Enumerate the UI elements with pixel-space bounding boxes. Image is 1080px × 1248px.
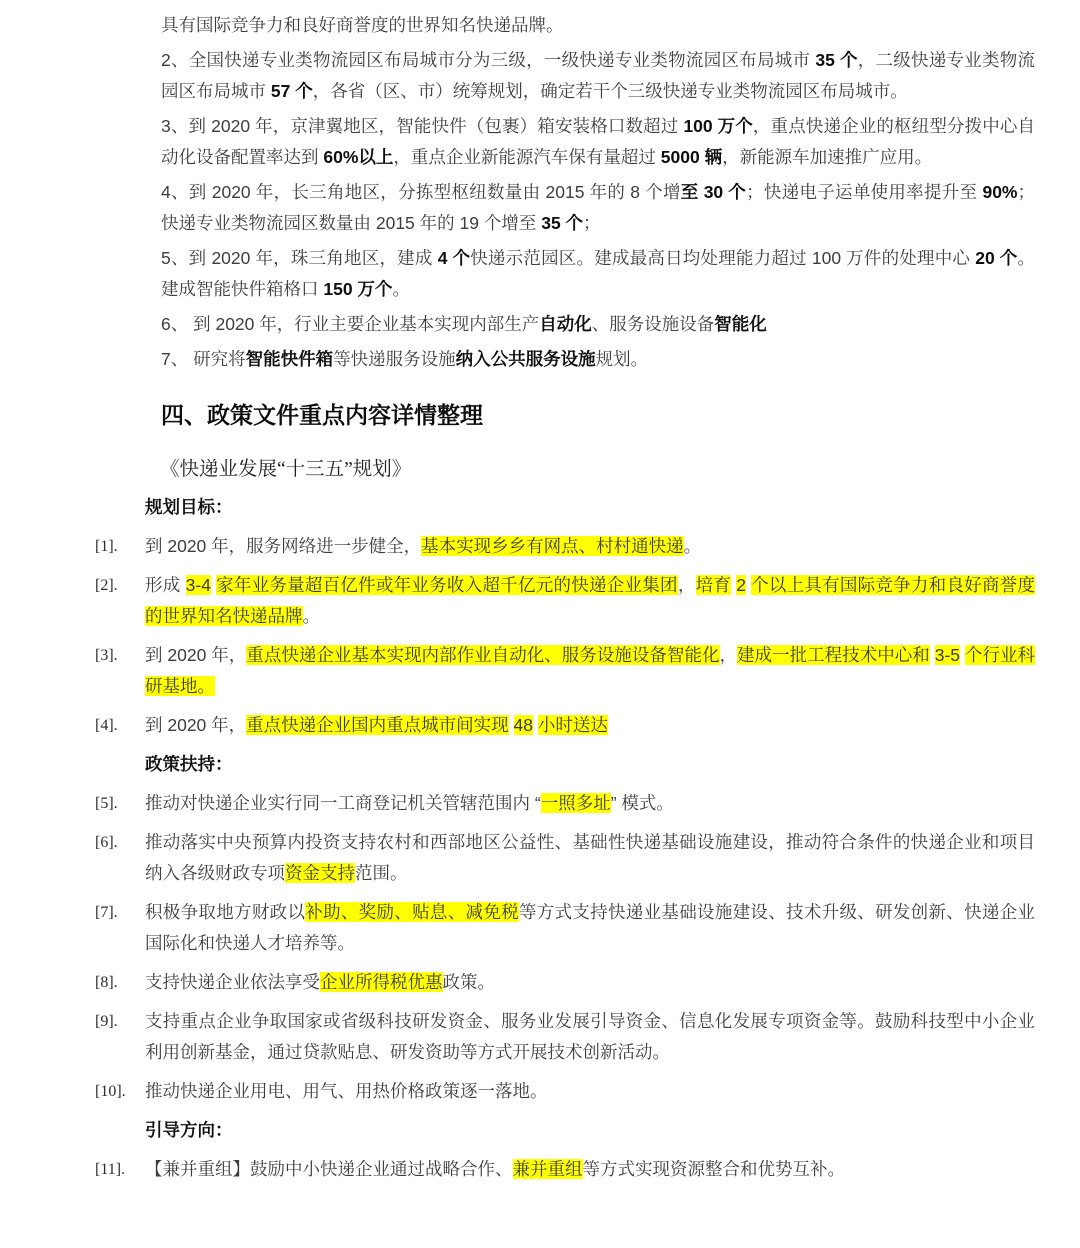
- text-segment: 规划。: [595, 349, 649, 369]
- list-item-text: [145, 710, 1035, 741]
- highlighted-text: 兼并重组: [512, 1159, 583, 1179]
- highlighted-text: 3-5: [934, 645, 961, 665]
- text-segment: 。: [392, 279, 410, 299]
- list-item: [95, 967, 1035, 998]
- text-segment: ；: [583, 213, 601, 233]
- highlighted-text: 重点快递企业基本实现内部作业自动化、服务设施设备智能化: [246, 645, 720, 665]
- paragraph: [161, 10, 1035, 41]
- list-item-marker: [7].: [95, 904, 118, 921]
- paragraph: [161, 45, 1035, 107]
- highlighted-text: 48: [513, 715, 533, 735]
- list-item-marker: [10].: [95, 1083, 126, 1100]
- list-item-text: [145, 640, 1035, 702]
- doc-title: 《快递业发展“十三五”规划》: [160, 459, 412, 480]
- list-item-text: [145, 570, 1035, 632]
- text-segment: 支持快递企业依法享受: [145, 972, 320, 992]
- text-segment: 7、 研究将: [161, 349, 246, 369]
- text-segment: [930, 645, 935, 665]
- highlighted-text: 一照多址: [540, 793, 611, 813]
- paragraph: [161, 243, 1035, 305]
- list-item: [95, 570, 1035, 632]
- highlighted-text: 个行业科研基地。: [145, 645, 1036, 696]
- list-item-text: [145, 1006, 1035, 1068]
- list-item-marker: [2].: [95, 577, 118, 594]
- list-item-marker: [1].: [95, 538, 118, 555]
- list-item: [95, 640, 1035, 702]
- text-segment: 政策。: [442, 972, 495, 992]
- list-item-marker: [9].: [95, 1013, 118, 1030]
- list-item: [95, 531, 1035, 562]
- bold-text: 100 万个: [683, 116, 753, 136]
- bold-text: 60%以上: [323, 147, 394, 167]
- text-segment: 。: [302, 606, 320, 626]
- text-segment: 到 2020 年，: [145, 715, 247, 735]
- text-segment: 3、到 2020 年，京津翼地区，智能快件（包裹）箱安装格口数超过: [161, 116, 684, 136]
- paragraph: [161, 111, 1035, 173]
- paragraph: [161, 309, 1035, 340]
- text-segment: ；快递电子运单使用率提升至: [746, 182, 983, 202]
- list-item: [95, 788, 1035, 819]
- text-segment: 等方式实现资源整合和优势互补。: [582, 1159, 845, 1179]
- text-segment: 支持重点企业争取国家或省级科技研发资金、服务业发展引导资金、信息化发展专项资金等。鼓励科技型中小企业利用创新基金，通过贷款贴息、研发资助等方式开展技术创新活动。: [145, 1011, 1035, 1062]
- text-segment: 积极争取地方财政以: [145, 902, 306, 922]
- list-subheading-goals: 规划目标：: [145, 497, 233, 517]
- text-segment: ，新能源车加速推广应用。: [722, 147, 933, 167]
- text-segment: 推动对快递企业实行同一工商登记机关管辖范围内 “: [145, 793, 541, 813]
- intro-section: [0, 0, 1080, 375]
- bold-text: 90%: [982, 182, 1018, 202]
- text-segment: 推动落实中央预算内投资支持农村和西部地区公益性、基础性快递基础设施建设，推动符合条件的快递企业和项目纳入各级财政专项: [145, 832, 1035, 883]
- text-segment: 2、全国快递专业类物流园区布局城市分为三级，一级快递专业类物流园区布局城市: [161, 50, 816, 70]
- highlighted-text: 重点快递企业国内重点城市间实现: [246, 715, 509, 735]
- list-item: [95, 710, 1035, 741]
- paragraph: [161, 344, 1035, 375]
- bold-text: 自动化: [539, 314, 592, 334]
- text-segment: 6、 到 2020 年，行业主要企业基本实现内部生产: [161, 314, 540, 334]
- text-segment: 【兼并重组】鼓励中小快递企业通过战略合作、: [145, 1159, 513, 1179]
- text-segment: 具有国际竞争力和良好商誉度的世界知名快递品牌。: [161, 15, 564, 35]
- text-segment: ，: [677, 575, 696, 595]
- bold-text: 4 个: [437, 248, 471, 268]
- text-segment: ” 模式。: [610, 793, 674, 813]
- highlighted-text: 2: [736, 575, 746, 595]
- text-segment: 到 2020 年，服务网络进一步健全，: [145, 536, 422, 556]
- policy-list: [95, 492, 1035, 1185]
- text-segment: ，各省（区、市）统筹规划，确定若干个三级快递专业类物流园区布局城市。: [312, 81, 908, 101]
- highlighted-text: 3-4: [185, 575, 211, 595]
- bold-text: 智能化: [714, 314, 767, 334]
- highlighted-text: 补助、奖励、贴息、减免税: [305, 902, 519, 922]
- text-segment: 到 2020 年，: [145, 645, 247, 665]
- list-item-marker: [4].: [95, 717, 118, 734]
- text-segment: ，二级快递专业类物流园区布局城市: [161, 50, 1036, 101]
- highlighted-text: 建成一批工程技术中心和: [737, 645, 930, 665]
- paragraph: [161, 177, 1035, 239]
- bold-text: 5000 辆: [660, 147, 723, 167]
- list-subheading-guidance: 引导方向：: [145, 1120, 233, 1140]
- list-item-text: [145, 531, 1035, 562]
- list-item: [95, 1076, 1035, 1107]
- list-item-marker: [8].: [95, 974, 118, 991]
- bold-text: 纳入公共服务设施: [455, 349, 596, 369]
- highlighted-text: 小时送达: [537, 715, 608, 735]
- highlighted-text: 企业所得税优惠: [320, 972, 443, 992]
- text-segment: 、服务设施设备: [591, 314, 715, 334]
- list-item-text: [145, 1154, 1035, 1185]
- list-subheading-support: 政策扶持：: [145, 754, 233, 774]
- bold-text: 150 万个: [323, 279, 393, 299]
- text-segment: 推动快递企业用电、用气、用热价格政策逐一落地。: [145, 1081, 548, 1101]
- highlighted-text: 基本实现乡乡有网点、村村通快递: [421, 536, 684, 556]
- list-item: [95, 1006, 1035, 1068]
- text-segment: 范围。: [355, 863, 408, 883]
- highlighted-text: 个以上具有国际竞争力和良好商誉度的世界知名快递品牌: [145, 575, 1035, 626]
- highlighted-text: 家年业务量超百亿件或年业务收入超千亿元的快递企业集团: [216, 575, 678, 595]
- text-segment: 。: [683, 536, 702, 556]
- list-item: [95, 1154, 1035, 1185]
- bold-text: 35 个: [815, 50, 858, 70]
- text-segment: ，重点企业新能源汽车保有量超过: [393, 147, 661, 167]
- list-item-marker: [11].: [95, 1161, 126, 1178]
- list-item-text: [145, 788, 1035, 819]
- list-item: [95, 827, 1035, 889]
- highlighted-text: 资金支持: [285, 863, 355, 883]
- text-segment: 等方式支持快递业基础设施建设、技术升级、研发创新、快递企业国际化和快递人才培养等。: [145, 902, 1036, 953]
- bold-text: 35 个: [541, 213, 584, 233]
- list-item: [95, 897, 1035, 959]
- bold-text: 至 30 个: [680, 182, 747, 202]
- text-segment: 等快递服务设施: [333, 349, 456, 369]
- list-item-text: [145, 967, 1035, 998]
- text-segment: 形成: [145, 575, 186, 595]
- bold-text: 20 个: [975, 248, 1018, 268]
- list-item-text: [145, 1076, 1035, 1107]
- text-segment: ，重点快递企业的枢纽型分拨中心自动化设备配置率达到: [161, 116, 1036, 167]
- text-segment: [509, 715, 514, 735]
- list-item-text: [145, 827, 1035, 889]
- bold-text: 智能快件箱: [245, 349, 334, 369]
- text-segment: ；快递专业类物流园区数量由 2015 年的 19 个增至: [161, 182, 1035, 233]
- text-segment: 4、到 2020 年，长三角地区，分拣型枢纽数量由 2015 年的 8 个增: [161, 182, 681, 202]
- section-heading: 四、政策文件重点内容详情整理: [161, 402, 483, 428]
- text-segment: 5、到 2020 年，珠三角地区，建成: [161, 248, 438, 268]
- highlighted-text: 培育: [695, 575, 732, 595]
- list-item-marker: [6].: [95, 834, 118, 851]
- list-item-marker: [3].: [95, 647, 118, 664]
- text-segment: 。建成智能快件箱格口: [161, 248, 1035, 299]
- list-item-marker: [5].: [95, 795, 118, 812]
- list-item-text: [145, 897, 1035, 959]
- bold-text: 57 个: [270, 81, 313, 101]
- text-segment: 快递示范园区。建成最高日均处理能力超过 100 万件的处理中心: [470, 248, 976, 268]
- text-segment: ，: [719, 645, 738, 665]
